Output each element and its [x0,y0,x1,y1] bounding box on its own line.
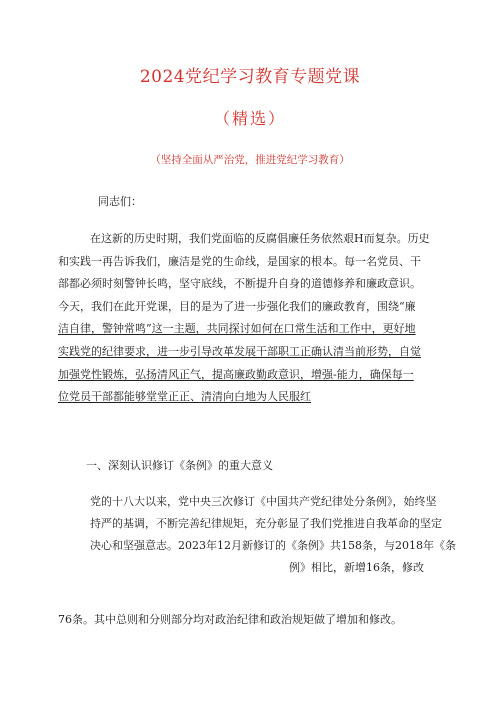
paragraph-line: 今天，我们在此开党课，目的是为了进一步强化我们的廉政教育，围绕“廉 [58,299,416,313]
paragraph-line-underlined: 加强党性锻炼，弘扬清风正气，提高廉政勤政意识，增强-能力，确保每一 [58,367,414,381]
paragraph-line: 和实践一再告诉我们，廉洁是党的生命线，是国家的根本。每一名党员、干 [58,254,421,268]
document-title: 2024党纪学习教育专题党课 [139,67,361,87]
section-heading-1: 一、深刻认识修订《条例》的重大意义 [86,459,273,472]
document-tagline: （坚持全面从严治党，推进党纪学习教育） [150,154,350,166]
paragraph-intro [58,228,430,409]
paragraph-continuation: 76条。其中总则和分则部分均对政治纪律和政治规矩做了增加和修改。 [58,613,402,626]
paragraph-line: 决心和坚强意志。2023年12月新修订的《条例》共158条，与2018年《条 [90,539,456,552]
paragraph-line: 部都必须时刻警钟长鸣，坚守底线，不断提升自身的道德修养和廉政意识。 [58,277,421,291]
paragraph-line: 例》相比，新增16条，修改 [289,561,424,574]
paragraph-line: 持严的基调，不断完善纪律规矩，充分彰显了我们党推进自我革命的坚定 [90,517,442,530]
paragraph-section-1 [82,491,456,579]
paragraph-line-underlined: 实践党的纪律要求，进一步引导改革发展干部职工正确认清当前形势，自觉 [58,344,421,358]
paragraph-line-underlined: 洁自律，警钟常鸣”这一主题，共同探讨如何在口常生活和工作中，更好地 [58,322,416,336]
document-subtitle: （精选） [213,109,286,128]
paragraph-line-underlined: 位党员干部都能够堂堂正正、清清向白地为人民服红 [58,390,311,404]
paragraph-line: 党的十八大以来，党中央三次修订《中国共产党纪律处分条例》，始终坚 [90,495,437,508]
greeting: 同志们： [98,195,142,208]
paragraph-line: 在这新的历史时期，我们党面临的反腐倡廉任务依然艰H而复杂。历史 [90,232,430,245]
